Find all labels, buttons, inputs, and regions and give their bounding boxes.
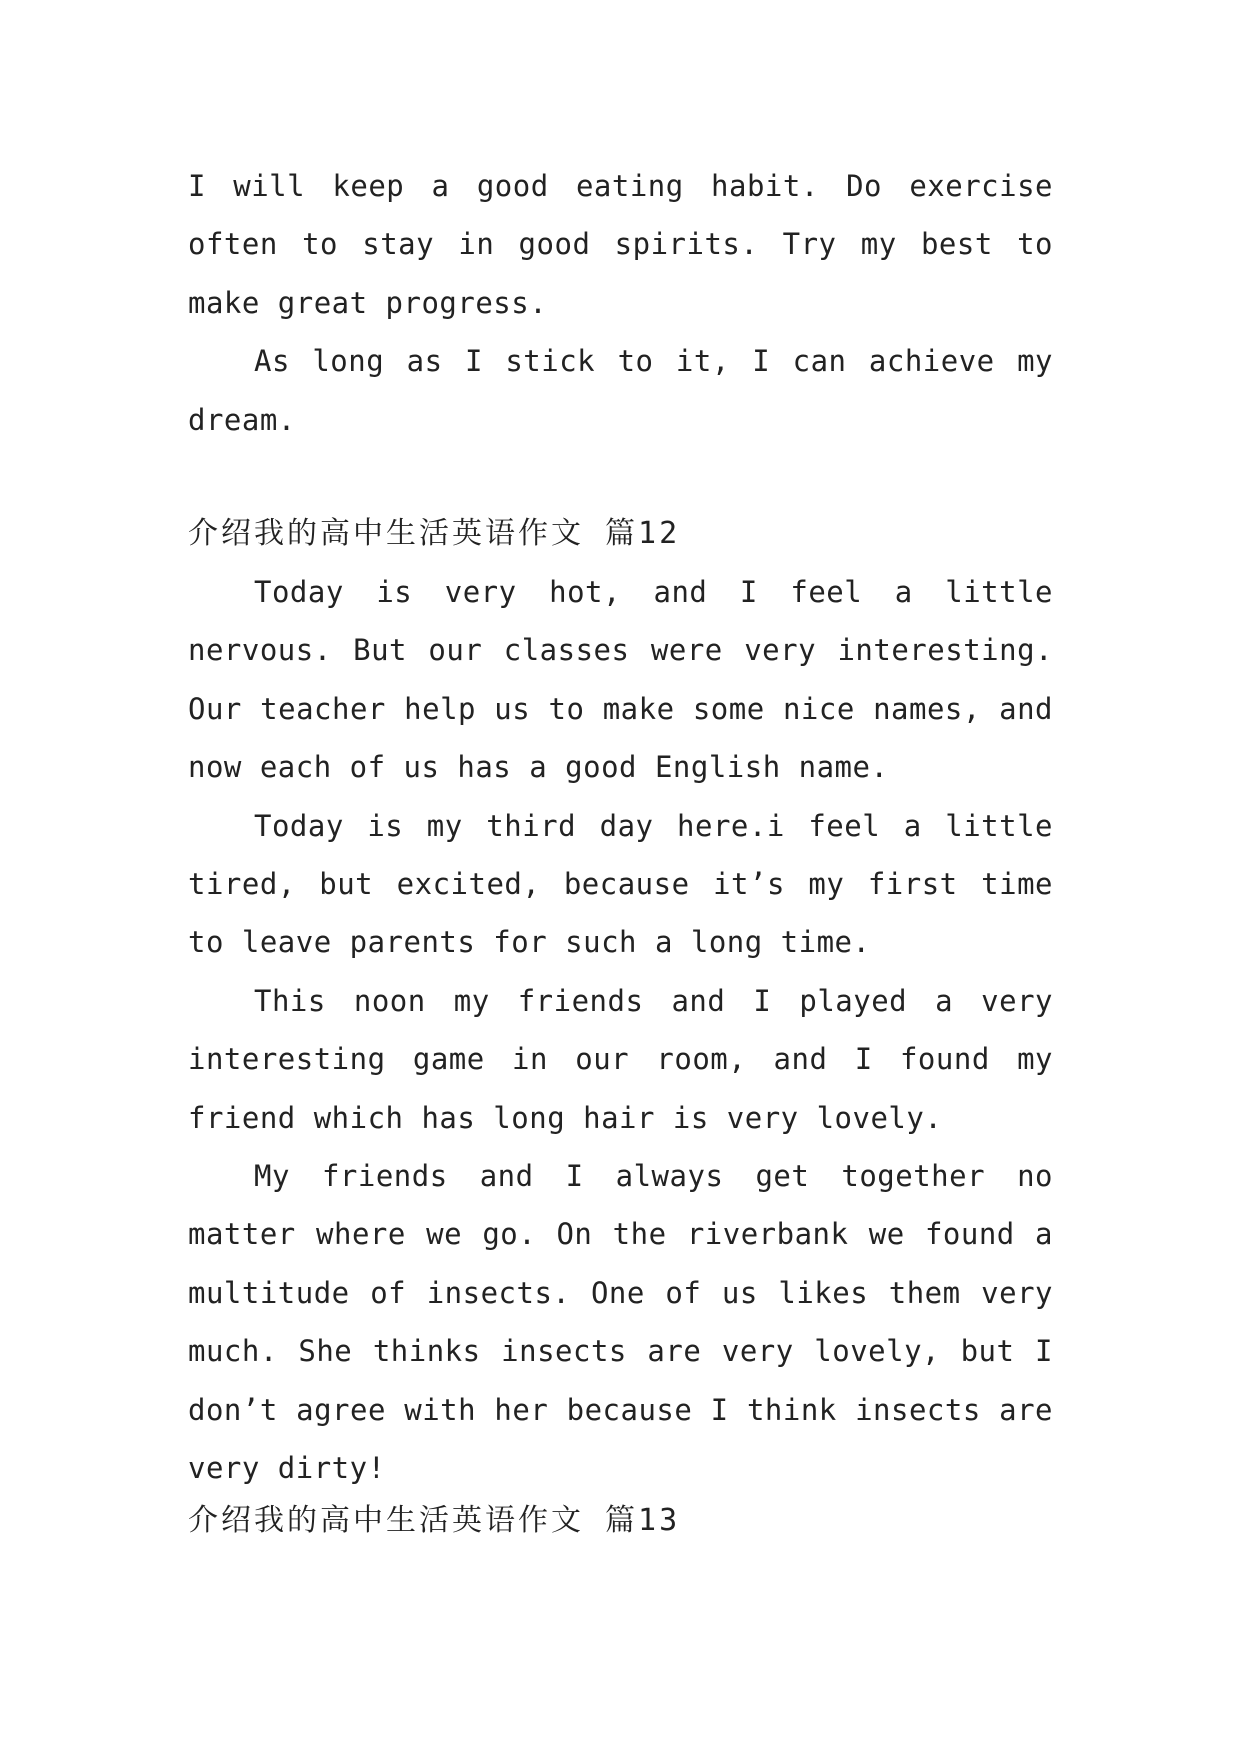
paragraph: I will keep a good eating habit. Do exercise often to stay in good spirits. Try my best to make great progress.	[188, 169, 1053, 320]
section-prev-body	[188, 157, 1053, 449]
paragraph: As long as I stick to it, I can achieve my dream.	[188, 344, 1053, 437]
paragraph: My friends and I always get together no matter where we go. On the riverbank we found a multitude of insects. One of us likes them very much. She thinks insects are very lovely, but I don’t agree with her because I think insects are very dirty!	[188, 1159, 1053, 1486]
section-12-body	[188, 563, 1053, 1498]
paragraph: Today is my third day here.i feel a little tired, but excited, because it’s my first time to leave parents for such a long time.	[188, 808, 1053, 960]
section-heading-12: 介绍我的高中生活英语作文 篇12	[188, 516, 681, 551]
section-heading-13: 介绍我的高中生活英语作文 篇13	[188, 1503, 681, 1538]
paragraph: Today is very hot, and I feel a little nervous. But our classes were very interesting. Our teacher help us to make some nice names, and now each of us has a good English name.	[188, 575, 1053, 785]
paragraph: This noon my friends and I played a very interesting game in our room, and I found my friend which has long hair is very lovely.	[188, 983, 1053, 1135]
